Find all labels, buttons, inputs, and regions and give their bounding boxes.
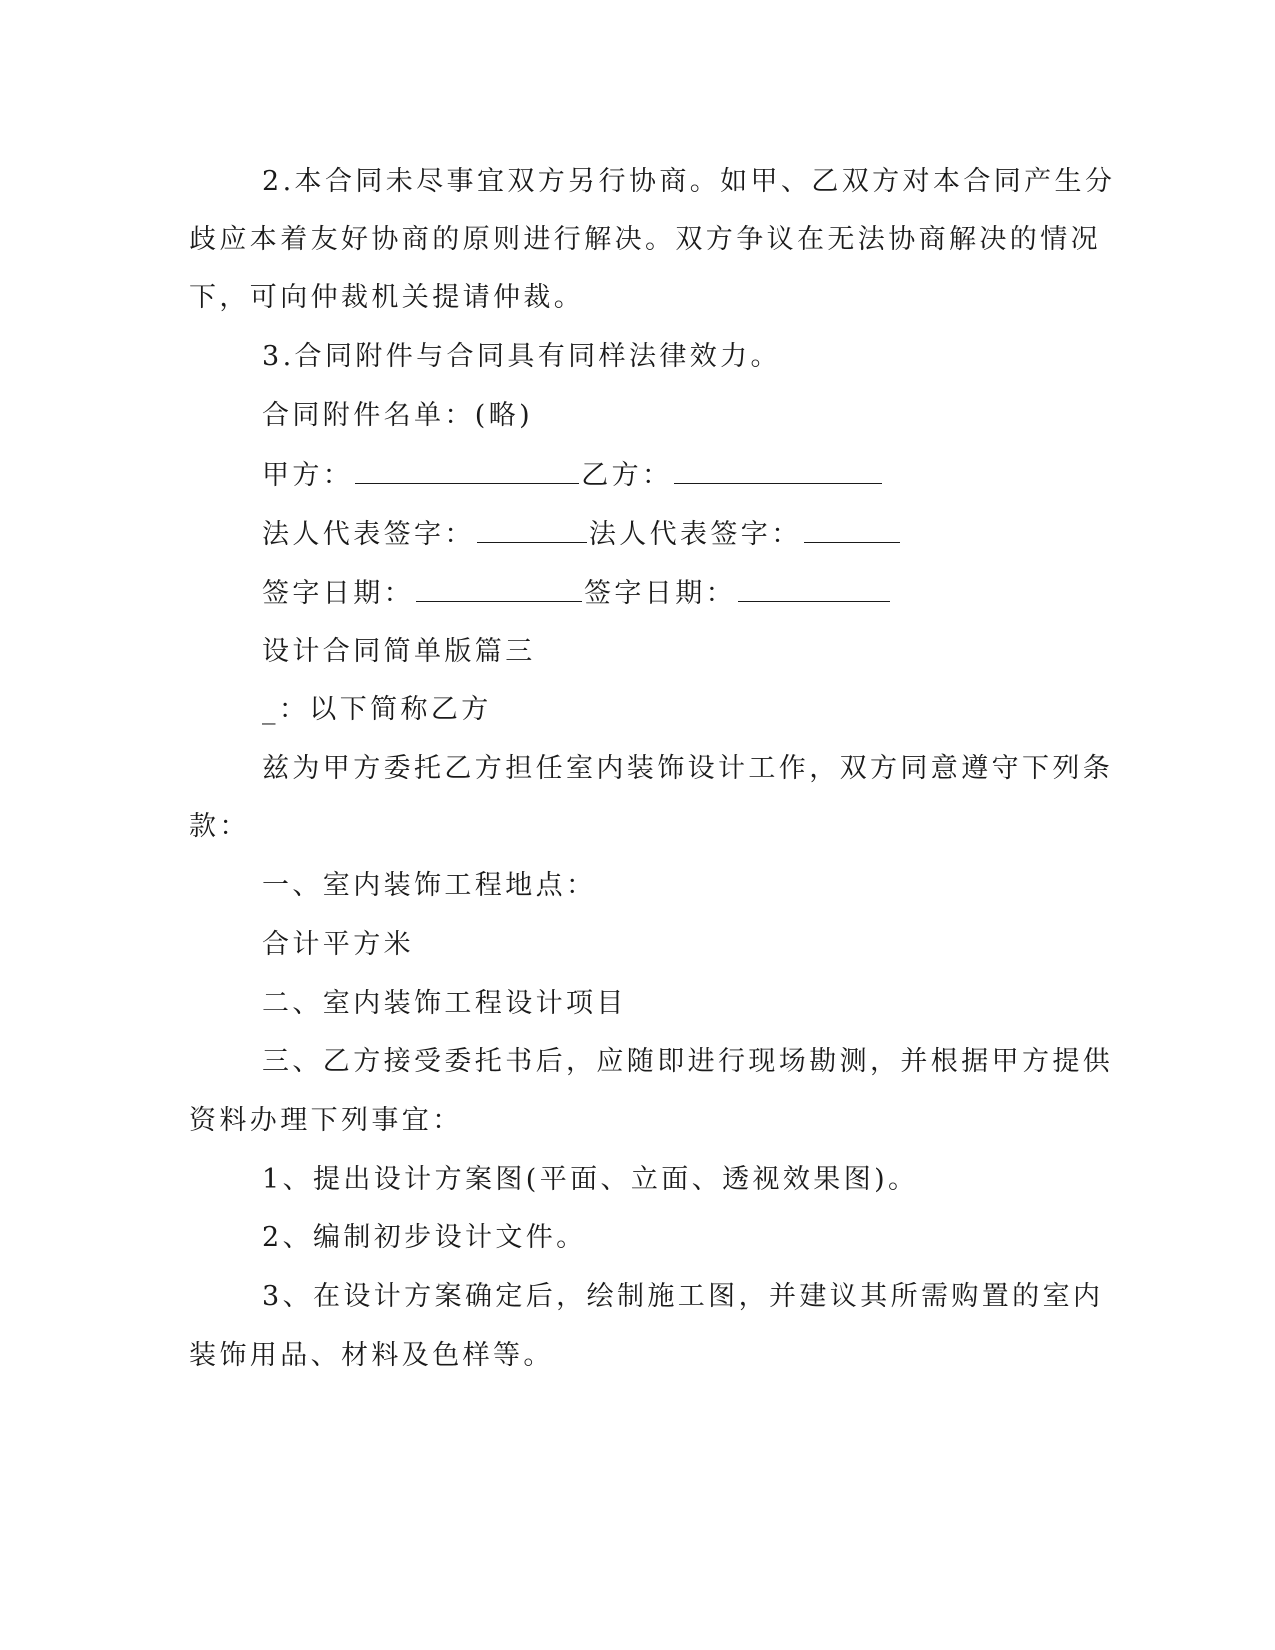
party-b-label: 乙方： (581, 460, 673, 491)
clause-1-area: 合计平方米 (262, 929, 414, 960)
legal-rep-blank-a (477, 518, 587, 543)
item-2: 2、编制初步设计文件。 (262, 1222, 587, 1253)
party-a-label: 甲方： (262, 460, 354, 491)
paragraph-2-line-3: 下，可向仲裁机关提请仲裁。 (189, 282, 585, 313)
legal-rep-label-b: 法人代表签字： (588, 519, 802, 550)
preamble-line-2: 款： (189, 811, 250, 842)
item-1: 1、提出设计方案图(平面、立面、透视效果图)。 (262, 1164, 919, 1195)
signature-legal-rep-row (262, 518, 902, 551)
legal-rep-label-a: 法人代表签字： (262, 519, 475, 550)
signature-party-row (262, 459, 884, 492)
section-title: 设计合同简单版篇三 (262, 636, 536, 667)
clause-3-line-1: 三、乙方接受委托书后，应随即进行现场勘测，并根据甲方提供 (262, 1046, 1114, 1077)
clause-1: 一、室内装饰工程地点： (262, 870, 597, 901)
legal-rep-blank-b (804, 518, 900, 543)
paragraph-2-line-1: 2.本合同未尽事宜双方另行协商。如甲、乙双方对本合同产生分 (262, 166, 1116, 197)
signature-date-row (262, 577, 892, 610)
item-3-line-2: 装饰用品、材料及色样等。 (189, 1340, 554, 1371)
clause-3-line-2: 资料办理下列事宜： (189, 1105, 463, 1136)
item-3-line-1: 3、在设计方案确定后，绘制施工图，并建议其所需购置的室内 (262, 1281, 1104, 1312)
preamble-line-1: 兹为甲方委托乙方担任室内装饰设计工作，双方同意遵守下列条 (262, 753, 1114, 784)
paragraph-3: 3.合同附件与合同具有同样法律效力。 (262, 341, 781, 372)
date-label-a: 签字日期： (262, 578, 414, 609)
party-a-blank (355, 459, 579, 484)
date-label-b: 签字日期： (584, 578, 736, 609)
paragraph-2-line-2: 歧应本着友好协商的原则进行解决。双方争议在无法协商解决的情况 (189, 224, 1101, 255)
clause-2: 二、室内装饰工程设计项目 (262, 988, 627, 1019)
attachment-list: 合同附件名单：(略) (262, 400, 534, 431)
date-blank-b (738, 577, 890, 602)
intro-line: _：以下简称乙方 (262, 694, 492, 725)
party-b-blank (674, 459, 882, 484)
date-blank-a (416, 577, 582, 602)
